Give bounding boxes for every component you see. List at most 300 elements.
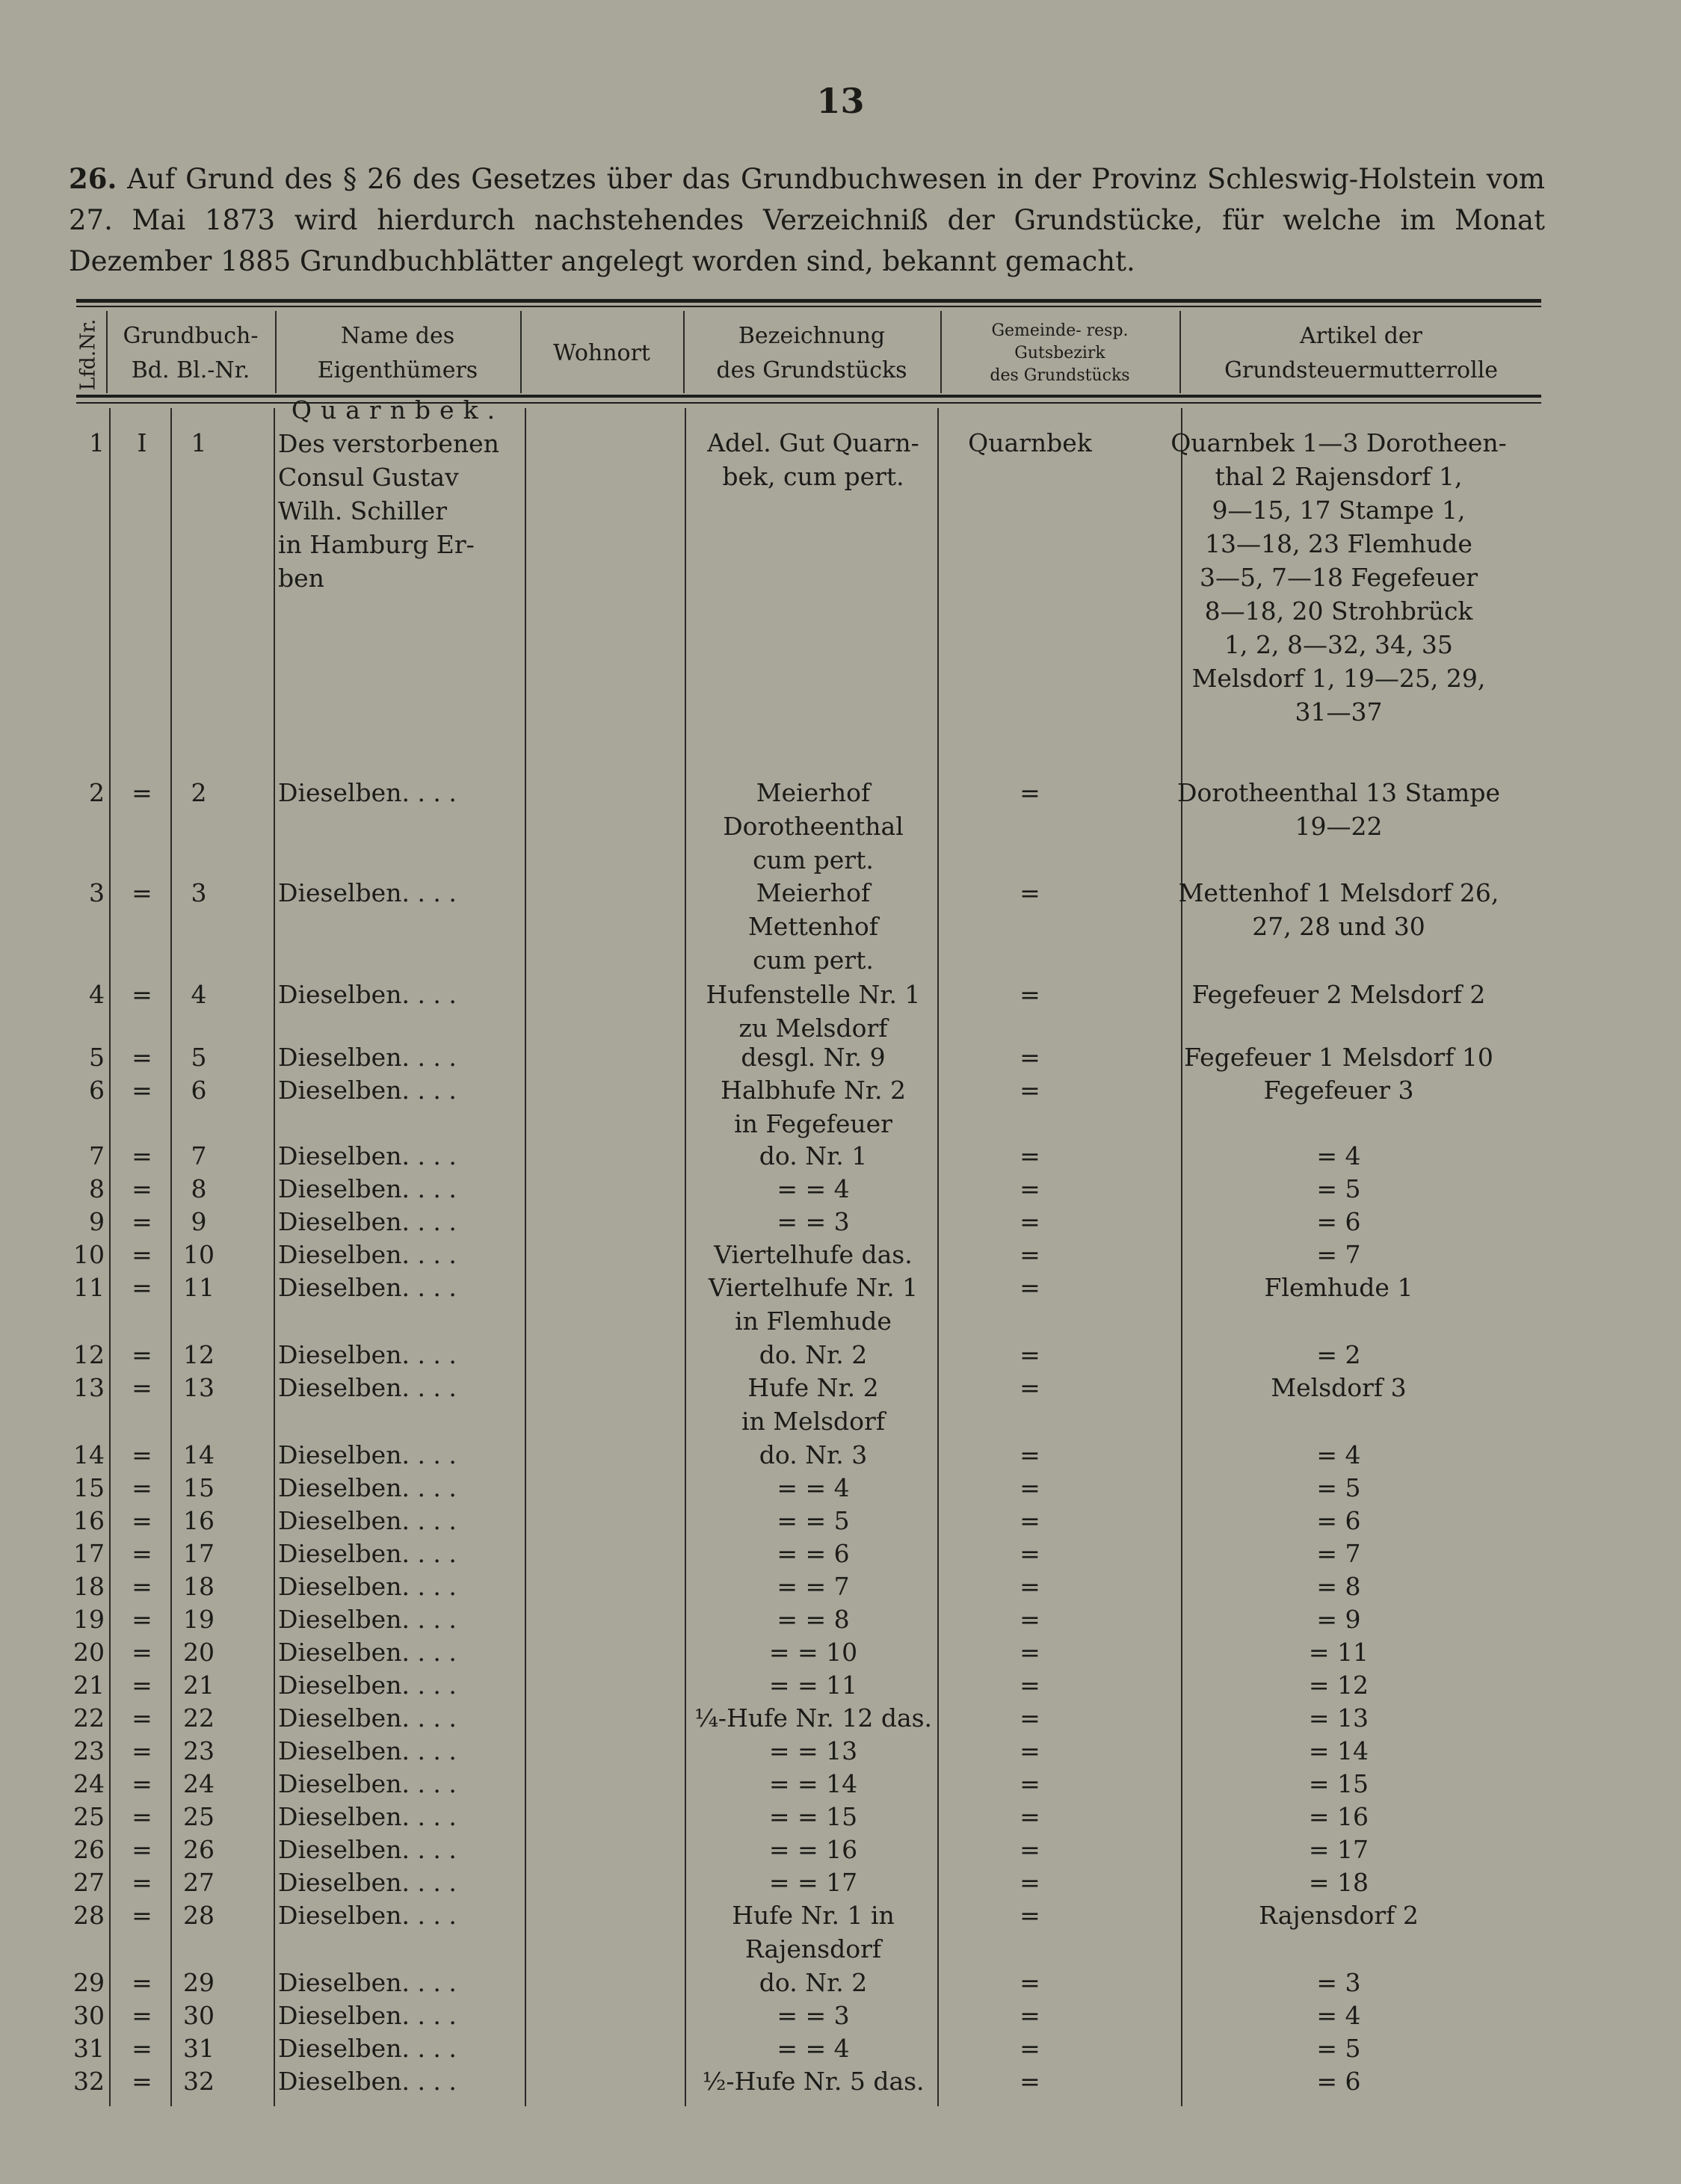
- bezeichnung-cell: [686, 1438, 940, 1472]
- lfd-cell: 18: [73, 1572, 105, 1601]
- cell-line: =: [1020, 1273, 1040, 1302]
- blatt-cell: 29: [183, 1968, 215, 1997]
- header-artikel: [1181, 315, 1541, 392]
- name-cell: [278, 1504, 517, 1537]
- cell-line: Adel. Gut Quarn-: [707, 428, 919, 457]
- artikel-cell: [1136, 1635, 1541, 1669]
- cell-line: = 13: [1308, 1703, 1369, 1733]
- cell-line: zu Melsdorf: [738, 1014, 888, 1043]
- cell-line: Dieselben. . . .: [278, 1539, 457, 1568]
- gemeinde-cell: [940, 1371, 1120, 1404]
- lfd-cell: 4: [89, 980, 105, 1009]
- cell-line: Dieselben. . . .: [278, 2034, 457, 2063]
- cell-line: Dorotheenthal: [723, 812, 904, 841]
- artikel-cell: [1136, 1271, 1541, 1304]
- cell-line: = = 6: [777, 1539, 850, 1568]
- cell-line: Fegefeuer 3: [1263, 1076, 1414, 1105]
- band-cell: =: [132, 1605, 152, 1634]
- name-cell: [278, 1438, 517, 1472]
- gemeinde-cell: [940, 1438, 1120, 1472]
- lfd-cell: 7: [89, 1141, 105, 1170]
- artikel-cell: [1136, 1040, 1541, 1074]
- name-cell: [278, 978, 517, 1011]
- cell-line: =: [1020, 980, 1040, 1009]
- band-cell: =: [132, 1638, 152, 1667]
- bezeichnung-cell: [686, 1471, 940, 1505]
- cell-line: Dieselben. . . .: [278, 1043, 457, 1072]
- blatt-cell: 17: [183, 1539, 215, 1568]
- cell-line: =: [1020, 1736, 1040, 1765]
- blatt-cell: 3: [191, 878, 207, 907]
- lfd-cell: 19: [73, 1605, 105, 1634]
- gemeinde-cell: [940, 1139, 1120, 1173]
- cell-line: =: [1020, 1638, 1040, 1667]
- lfd-cell: 16: [73, 1506, 105, 1535]
- cell-line: Hufe Nr. 1 in: [732, 1901, 895, 1930]
- bezeichnung-cell: [686, 1767, 940, 1801]
- lfd-cell: 9: [89, 1207, 105, 1236]
- cell-line: = 15: [1308, 1769, 1369, 1798]
- cell-line: =: [1020, 1901, 1040, 1930]
- cell-line: = 6: [1316, 1506, 1361, 1535]
- artikel-cell: [1136, 1866, 1541, 1899]
- lfd-cell: 14: [73, 1440, 105, 1469]
- name-cell: [278, 1205, 517, 1238]
- cell-line: = 3: [1316, 1968, 1361, 1997]
- bezeichnung-cell: [686, 1734, 940, 1768]
- bezeichnung-cell: [686, 1898, 940, 1966]
- lfd-cell: 30: [73, 2001, 105, 2030]
- bezeichnung-cell: [686, 2032, 940, 2065]
- name-cell: [278, 1668, 517, 1702]
- cell-line: Des verstorbenen: [278, 429, 499, 458]
- cell-line: Dieselben. . . .: [278, 1340, 457, 1369]
- artikel-cell: [1136, 1668, 1541, 1702]
- cell-line: = 5: [1316, 2034, 1361, 2063]
- artikel-cell: [1136, 876, 1541, 943]
- blatt-cell: 5: [191, 1043, 207, 1072]
- blatt-cell: 18: [183, 1572, 215, 1601]
- name-cell: [278, 1966, 517, 1999]
- blatt-cell: 1: [191, 428, 207, 457]
- lfd-cell: 17: [73, 1539, 105, 1568]
- gemeinde-cell: [940, 1734, 1120, 1768]
- blatt-cell: 27: [183, 1868, 215, 1897]
- blatt-cell: 31: [183, 2034, 215, 2063]
- bezeichnung-cell: [686, 1701, 940, 1735]
- cell-line: Dieselben. . . .: [278, 1901, 457, 1930]
- blatt-cell: 13: [183, 1373, 215, 1402]
- table-top-rule: [76, 299, 1541, 303]
- artikel-cell: [1136, 1172, 1541, 1206]
- cell-line: Mettenhof 1 Melsdorf 26,: [1178, 878, 1499, 907]
- name-cell: [278, 1898, 517, 1932]
- blatt-cell: 4: [191, 980, 207, 1009]
- cell-line: = 4: [1316, 1440, 1361, 1469]
- name-cell: [278, 1073, 517, 1107]
- artikel-cell: [1136, 1338, 1541, 1372]
- band-cell: =: [132, 1572, 152, 1601]
- cell-line: 19—22: [1295, 812, 1383, 841]
- cell-line: = = 15: [768, 1802, 858, 1831]
- gemeinde-cell: [940, 2064, 1120, 2098]
- cell-line: = 5: [1316, 1174, 1361, 1203]
- cell-line: = = 4: [777, 1473, 850, 1502]
- cell-line: =: [1020, 1968, 1040, 1997]
- artikel-cell: [1136, 2032, 1541, 2065]
- name-cell: [278, 1238, 517, 1271]
- bezeichnung-cell: [686, 1205, 940, 1238]
- gemeinde-cell: [940, 1999, 1120, 2032]
- cell-line: Dieselben. . . .: [278, 1769, 457, 1798]
- cell-line: Dieselben. . . .: [278, 1671, 457, 1700]
- blatt-cell: 32: [183, 2067, 215, 2096]
- cell-line: Dorotheenthal 13 Stampe: [1177, 778, 1500, 807]
- band-cell: =: [132, 1968, 152, 1997]
- cell-line: Rajensdorf: [744, 1934, 882, 1964]
- name-cell: [278, 776, 517, 809]
- cell-line: Wilh. Schiller: [278, 496, 447, 525]
- gemeinde-cell: [940, 426, 1120, 460]
- cell-line: Quarnbek: [968, 428, 1092, 457]
- cell-line: =: [1020, 1671, 1040, 1700]
- cell-line: Halbhufe Nr. 2: [721, 1076, 906, 1105]
- cell-line: Meierhof: [756, 778, 871, 807]
- cell-line: = 7: [1316, 1539, 1361, 1568]
- name-cell: [278, 1537, 517, 1570]
- cell-line: do. Nr. 2: [759, 1340, 868, 1369]
- band-cell: =: [132, 1273, 152, 1302]
- table-body: [72, 395, 1541, 2106]
- lfd-cell: 5: [89, 1043, 105, 1072]
- cell-line: =: [1020, 1141, 1040, 1170]
- cell-line: = 12: [1308, 1671, 1369, 1700]
- cell-line: Dieselben. . . .: [278, 878, 457, 907]
- gemeinde-cell: [940, 1602, 1120, 1636]
- cell-line: thal 2 Rajensdorf 1,: [1215, 462, 1463, 491]
- header-lfd-label: Lfd.Nr.: [76, 318, 100, 390]
- artikel-cell: [1136, 1800, 1541, 1833]
- intro-text: Auf Grund des § 26 des Gesetzes über das Grundbuchwesen in der Provinz Schleswig-Holstein vom 27. Mai 1873 wird hierdurch nachstehendes Verzeichniß der Grundstücke, für welche im Monat Dezember 1885 Grundbuchblätter angelegt worden sind, bekannt gemacht.: [69, 163, 1546, 277]
- cell-line: = 5: [1316, 1473, 1361, 1502]
- artikel-cell: [1136, 1073, 1541, 1107]
- name-cell: [278, 1471, 517, 1505]
- cell-line: Dieselben. . . .: [278, 1440, 457, 1469]
- grundbuch-table: [72, 297, 1541, 2121]
- cell-line: Melsdorf 3: [1271, 1373, 1407, 1402]
- cell-line: Dieselben. . . .: [278, 1076, 457, 1105]
- lfd-cell: 20: [73, 1638, 105, 1667]
- cell-line: in Fegefeuer: [734, 1109, 892, 1138]
- gemeinde-cell: [940, 1504, 1120, 1537]
- cell-line: =: [1020, 1835, 1040, 1864]
- name-cell: [278, 1040, 517, 1074]
- lfd-cell: 26: [73, 1835, 105, 1864]
- cell-line: Fegefeuer 2 Melsdorf 2: [1191, 980, 1486, 1009]
- cell-line: Melsdorf 1, 19—25, 29,: [1191, 664, 1486, 693]
- band-cell: =: [132, 1174, 152, 1203]
- cell-line: do. Nr. 1: [759, 1141, 868, 1170]
- lfd-cell: 25: [73, 1802, 105, 1831]
- cell-line: Dieselben. . . .: [278, 1802, 457, 1831]
- cell-line: = 2: [1316, 1340, 1361, 1369]
- cell-line: = 4: [1316, 2001, 1361, 2030]
- band-cell: =: [132, 1539, 152, 1568]
- band-cell: =: [132, 1769, 152, 1798]
- cell-line: Dieselben. . . .: [278, 1968, 457, 1997]
- name-cell: [278, 1767, 517, 1801]
- bezeichnung-cell: [686, 1668, 940, 1702]
- header-lfd-nr: [73, 314, 103, 395]
- bezeichnung-cell: [686, 1570, 940, 1603]
- blatt-cell: 12: [183, 1340, 215, 1369]
- cell-line: Hufenstelle Nr. 1: [706, 980, 921, 1009]
- lfd-cell: 8: [89, 1174, 105, 1203]
- bezeichnung-cell: [686, 1271, 940, 1338]
- gemeinde-cell: [940, 1471, 1120, 1505]
- header-grundbuch: [108, 315, 274, 392]
- name-cell: [278, 1635, 517, 1669]
- cell-line: = = 4: [777, 2034, 850, 2063]
- cell-line: ½-Hufe Nr. 5 das.: [702, 2067, 925, 2096]
- cell-line: =: [1020, 1373, 1040, 1402]
- cell-line: 13—18, 23 Flemhude: [1205, 529, 1472, 558]
- blatt-cell: 9: [191, 1207, 207, 1236]
- band-cell: =: [132, 1373, 152, 1402]
- cell-line: Flemhude 1: [1264, 1273, 1413, 1302]
- name-cell: [278, 1172, 517, 1206]
- bezeichnung-cell: [686, 1833, 940, 1866]
- artikel-cell: [1136, 776, 1541, 843]
- lfd-cell: 31: [73, 2034, 105, 2063]
- name-cell: [278, 1833, 517, 1866]
- cell-line: = = 5: [777, 1506, 850, 1535]
- header-gem-line2: Gutsbezirk: [1014, 344, 1105, 363]
- cell-line: =: [1020, 1506, 1040, 1535]
- cell-line: 27, 28 und 30: [1252, 912, 1425, 941]
- lfd-cell: 2: [89, 778, 105, 807]
- gemeinde-cell: [940, 1898, 1120, 1932]
- name-cell: [278, 1800, 517, 1833]
- blatt-cell: 14: [183, 1440, 215, 1469]
- gemeinde-cell: [940, 1635, 1120, 1669]
- lfd-cell: 23: [73, 1736, 105, 1765]
- blatt-cell: 30: [183, 2001, 215, 2030]
- blatt-cell: 8: [191, 1174, 207, 1203]
- cell-line: Viertelhufe Nr. 1: [708, 1273, 919, 1302]
- band-cell: =: [132, 2067, 152, 2096]
- name-cell: [278, 1734, 517, 1768]
- lfd-cell: 13: [73, 1373, 105, 1402]
- name-cell: [278, 1999, 517, 2032]
- band-cell: =: [132, 1043, 152, 1072]
- bezeichnung-cell: [686, 1635, 940, 1669]
- name-cell: [278, 876, 517, 910]
- band-cell: =: [132, 1868, 152, 1897]
- band-cell: =: [132, 1473, 152, 1502]
- table-top-rule-thin: [76, 306, 1541, 307]
- name-cell: [278, 1139, 517, 1173]
- artikel-cell: [1136, 1966, 1541, 1999]
- lfd-cell: 11: [73, 1273, 105, 1302]
- band-cell: =: [132, 1671, 152, 1700]
- cell-line: = 11: [1308, 1638, 1369, 1667]
- gemeinde-cell: [940, 1570, 1120, 1603]
- bezeichnung-cell: [686, 776, 940, 877]
- cell-line: = 6: [1316, 1207, 1361, 1236]
- artikel-cell: [1136, 1504, 1541, 1537]
- header-grundbuch-line2: Bd. Bl.-Nr.: [131, 357, 250, 383]
- blatt-cell: 6: [191, 1076, 207, 1105]
- cell-line: =: [1020, 2001, 1040, 2030]
- bezeichnung-cell: [686, 1800, 940, 1833]
- cell-line: = = 8: [777, 1605, 850, 1634]
- name-cell: [278, 1338, 517, 1372]
- cell-line: =: [1020, 1473, 1040, 1502]
- cell-line: = 7: [1316, 1240, 1361, 1269]
- cell-line: =: [1020, 1207, 1040, 1236]
- header-grundbuch-line1: Grundbuch-: [123, 323, 259, 349]
- cell-line: Dieselben. . . .: [278, 980, 457, 1009]
- artikel-cell: [1136, 1471, 1541, 1505]
- artikel-cell: [1136, 1537, 1541, 1570]
- lfd-cell: 22: [73, 1703, 105, 1733]
- cell-line: Dieselben. . . .: [278, 1373, 457, 1402]
- band-cell: =: [132, 1835, 152, 1864]
- gemeinde-cell: [940, 876, 1120, 910]
- cell-line: 3—5, 7—18 Fegefeuer: [1199, 563, 1478, 592]
- cell-line: =: [1020, 1802, 1040, 1831]
- cell-line: Dieselben. . . .: [278, 1473, 457, 1502]
- header-name-line1: Name des: [340, 323, 455, 349]
- header-bezeichnung: [685, 315, 939, 392]
- bezeichnung-cell: [686, 1602, 940, 1636]
- header-name-line2: Eigenthümers: [317, 357, 478, 383]
- bezeichnung-cell: [686, 1040, 940, 1074]
- page-number: 13: [816, 81, 865, 121]
- cell-line: 1, 2, 8—32, 34, 35: [1224, 630, 1453, 659]
- cell-line: =: [1020, 878, 1040, 907]
- header-gem-line1: Gemeinde- resp.: [991, 321, 1129, 340]
- cell-line: = 18: [1308, 1868, 1369, 1897]
- cell-line: Dieselben. . . .: [278, 1605, 457, 1634]
- artikel-cell: [1136, 1999, 1541, 2032]
- cell-line: = = 16: [768, 1835, 858, 1864]
- artikel-cell: [1136, 1701, 1541, 1735]
- blatt-cell: 25: [183, 1802, 215, 1831]
- band-cell: =: [132, 1340, 152, 1369]
- cell-line: = = 13: [768, 1736, 858, 1765]
- cell-line: Mettenhof: [748, 912, 878, 941]
- blatt-cell: 10: [183, 1240, 215, 1269]
- gemeinde-cell: [940, 1271, 1120, 1304]
- lfd-cell: 10: [73, 1240, 105, 1269]
- cell-line: bek, cum pert.: [722, 462, 904, 491]
- gemeinde-cell: [940, 1238, 1120, 1271]
- cell-line: = = 14: [768, 1769, 858, 1798]
- cell-line: = 8: [1316, 1572, 1361, 1601]
- lfd-cell: 29: [73, 1968, 105, 1997]
- gemeinde-cell: [940, 1172, 1120, 1206]
- lfd-cell: 12: [73, 1340, 105, 1369]
- cell-line: cum pert.: [753, 845, 874, 874]
- bezeichnung-cell: [686, 1966, 940, 1999]
- band-cell: =: [132, 1703, 152, 1733]
- band-cell: =: [132, 1076, 152, 1105]
- gemeinde-cell: [940, 1866, 1120, 1899]
- cell-line: Dieselben. . . .: [278, 1207, 457, 1236]
- bezeichnung-cell: [686, 1139, 940, 1173]
- bezeichnung-cell: [686, 1504, 940, 1537]
- artikel-cell: [1136, 2064, 1541, 2098]
- bezeichnung-cell: [686, 1371, 940, 1438]
- cell-line: =: [1020, 1539, 1040, 1568]
- gemeinde-cell: [940, 2032, 1120, 2065]
- cell-line: = 16: [1308, 1802, 1369, 1831]
- blatt-cell: 11: [183, 1273, 215, 1302]
- band-cell: =: [132, 980, 152, 1009]
- header-gem-line3: des Grundstücks: [990, 366, 1130, 385]
- cell-line: =: [1020, 1868, 1040, 1897]
- blatt-cell: 7: [191, 1141, 207, 1170]
- lfd-cell: 1: [89, 428, 105, 457]
- cell-line: ¼-Hufe Nr. 12 das.: [694, 1703, 933, 1733]
- bezeichnung-cell: [686, 1999, 940, 2032]
- cell-line: Dieselben. . . .: [278, 1835, 457, 1864]
- bezeichnung-cell: [686, 1338, 940, 1372]
- lfd-cell: 27: [73, 1868, 105, 1897]
- gemeinde-cell: [940, 1668, 1120, 1702]
- blatt-cell: 22: [183, 1703, 215, 1733]
- header-gemeinde: [942, 315, 1178, 392]
- artikel-cell: [1136, 1602, 1541, 1636]
- cell-line: Dieselben. . . .: [278, 778, 457, 807]
- band-cell: =: [132, 778, 152, 807]
- lfd-cell: 6: [89, 1076, 105, 1105]
- cell-line: do. Nr. 2: [759, 1968, 868, 1997]
- cell-line: = = 11: [768, 1671, 858, 1700]
- blatt-cell: 20: [183, 1638, 215, 1667]
- gemeinde-cell: [940, 1833, 1120, 1866]
- bezeichnung-cell: [686, 1866, 940, 1899]
- cell-line: Dieselben. . . .: [278, 1141, 457, 1170]
- artikel-cell: [1136, 1898, 1541, 1932]
- bezeichnung-cell: [686, 876, 940, 977]
- cell-line: Quarnbek 1—3 Dorotheen-: [1170, 428, 1507, 457]
- cell-line: Dieselben. . . .: [278, 1273, 457, 1302]
- artikel-cell: [1136, 1767, 1541, 1801]
- band-cell: =: [132, 1901, 152, 1930]
- cell-line: 9—15, 17 Stampe 1,: [1212, 496, 1466, 525]
- lfd-cell: 15: [73, 1473, 105, 1502]
- band-cell: =: [132, 1240, 152, 1269]
- name-cell: [278, 2032, 517, 2065]
- name-cell: [278, 1701, 517, 1735]
- band-cell: =: [132, 1440, 152, 1469]
- cell-line: = = 17: [768, 1868, 858, 1897]
- cell-line: 31—37: [1295, 697, 1383, 727]
- header-bez-line1: Bezeichnung: [738, 323, 886, 349]
- header-art-line2: Grundsteuermutterrolle: [1224, 357, 1499, 383]
- cell-line: Dieselben. . . .: [278, 2001, 457, 2030]
- cell-line: =: [1020, 1076, 1040, 1105]
- blatt-cell: 24: [183, 1769, 215, 1798]
- lfd-cell: 32: [73, 2067, 105, 2096]
- cell-line: Dieselben. . . .: [278, 1240, 457, 1269]
- blatt-cell: 19: [183, 1605, 215, 1634]
- blatt-cell: 15: [183, 1473, 215, 1502]
- cell-line: Fegefeuer 1 Melsdorf 10: [1184, 1043, 1493, 1072]
